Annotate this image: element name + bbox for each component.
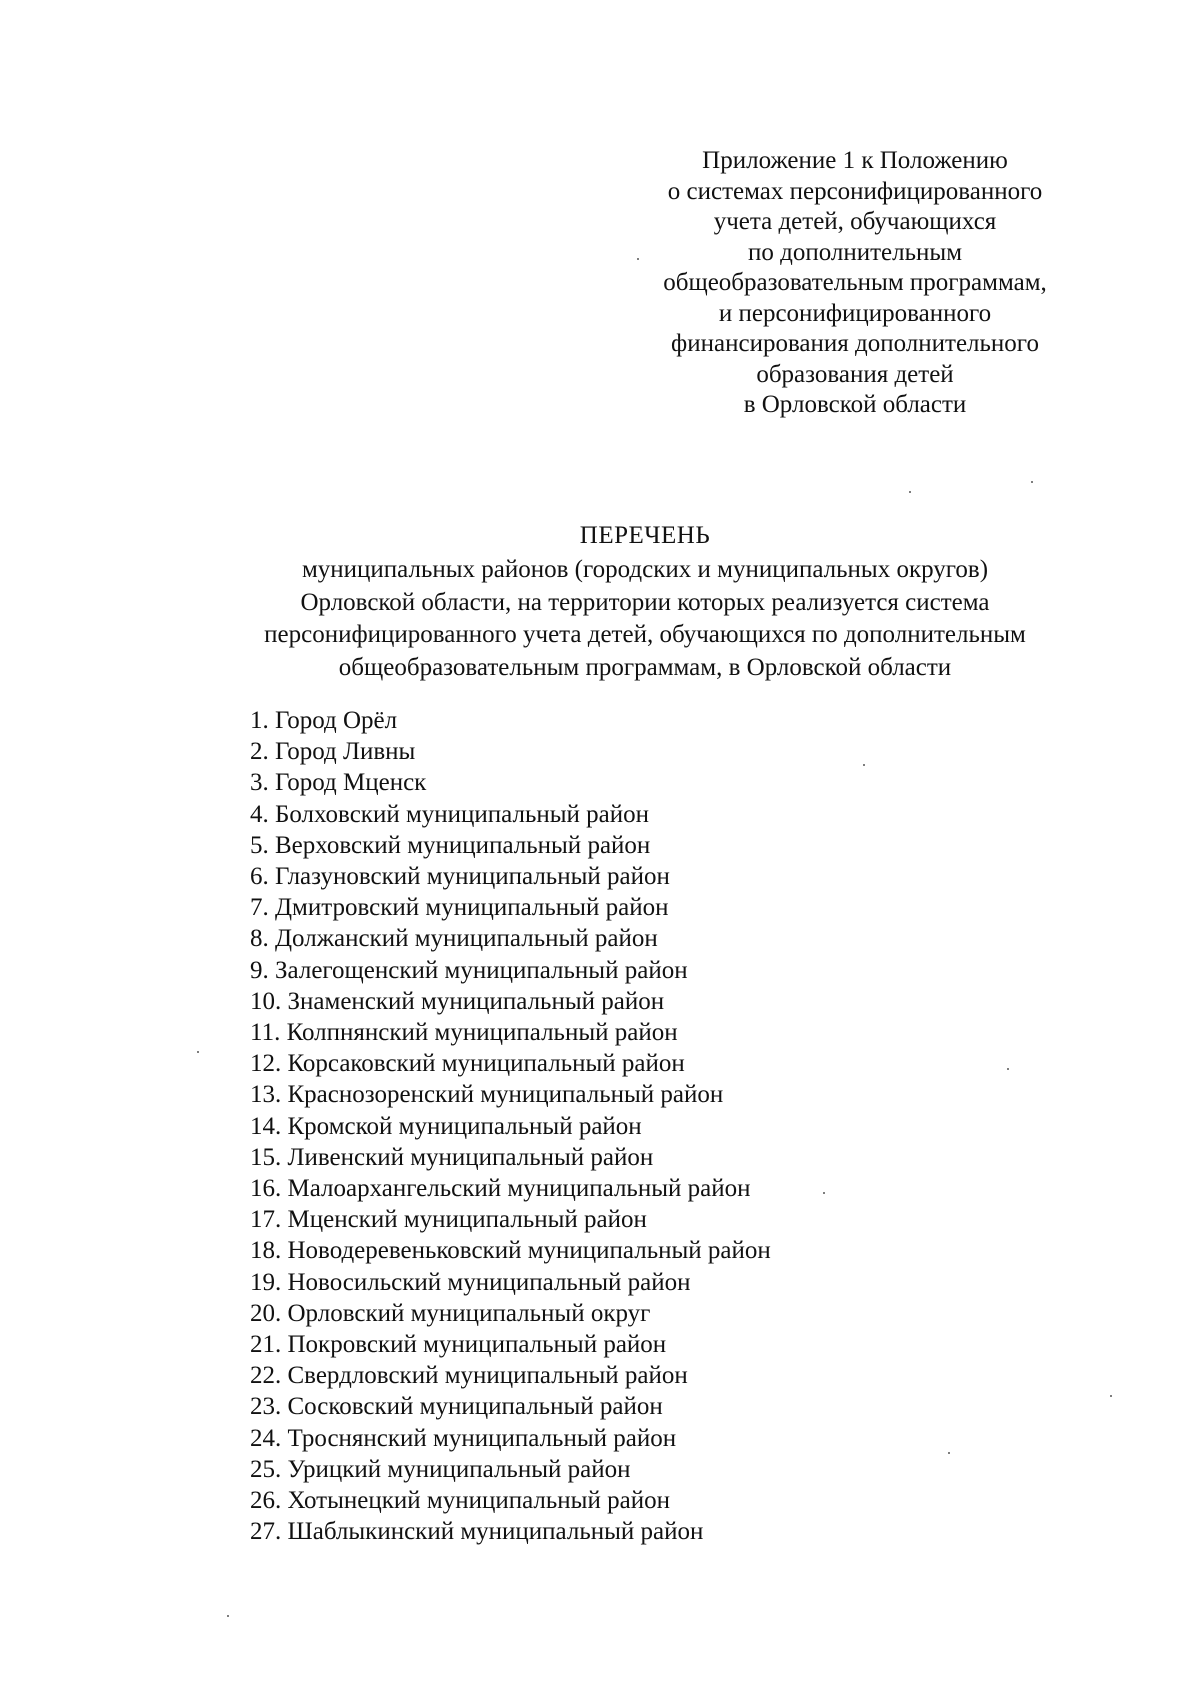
list-item: 24. Троснянский муниципальный район — [250, 1424, 677, 1452]
subtitle-line: персонифицированного учета детей, обучающихся по дополнительным — [264, 621, 1026, 648]
scan-speck — [1031, 481, 1033, 483]
list-item: 18. Новодеревеньковский муниципальный район — [250, 1237, 771, 1265]
list-item: 1. Город Орёл — [250, 707, 398, 734]
appendix-note — [640, 146, 1070, 421]
list-item: 14. Кромской муниципальный район — [250, 1112, 642, 1140]
list-item: 6. Глазуновский муниципальный район — [250, 863, 670, 891]
appendix-line: Приложение 1 к Положению — [702, 147, 1008, 174]
list-item: 13. Краснозоренский муниципальный район — [250, 1081, 724, 1109]
list-item: 21. Покровский муниципальный район — [250, 1331, 667, 1359]
list-item: 27. Шаблыкинский муниципальный район — [250, 1518, 704, 1546]
appendix-line: учета детей, обучающихся — [713, 208, 997, 235]
scan-speck — [863, 764, 865, 766]
list-item: 17. Мценский муниципальный район — [250, 1206, 647, 1234]
list-item: 16. Малоархангельский муниципальный район — [250, 1175, 751, 1203]
appendix-line: финансирования дополнительного — [671, 330, 1039, 357]
list-item: 25. Урицкий муниципальный район — [250, 1455, 631, 1483]
scan-speck — [637, 258, 639, 260]
list-item: 7. Дмитровский муниципальный район — [250, 894, 669, 922]
list-item: 8. Должанский муниципальный район — [250, 925, 658, 953]
list-item: 11. Колпнянский муниципальный район — [250, 1019, 678, 1047]
scan-speck — [909, 491, 911, 493]
list-item: 10. Знаменский муниципальный район — [250, 987, 665, 1015]
appendix-line: по дополнительным — [747, 238, 963, 266]
scan-speck — [1007, 1068, 1009, 1070]
scan-speck — [197, 1051, 199, 1053]
list-item: 26. Хотынецкий муниципальный район — [250, 1487, 670, 1515]
document-title: ПЕРЕЧЕНЬ — [579, 522, 711, 549]
list-item: 9. Залегощенский муниципальный район — [250, 956, 688, 984]
list-item: 22. Свердловский муниципальный район — [250, 1362, 688, 1390]
district-list — [250, 705, 771, 1547]
list-item: 15. Ливенский муниципальный район — [250, 1143, 654, 1171]
document-heading — [200, 520, 1090, 684]
appendix-line: о системах персонифицированного — [667, 177, 1043, 205]
list-item: 19. Новосильский муниципальный район — [250, 1268, 691, 1296]
list-item: 4. Болховский муниципальный район — [250, 800, 650, 828]
list-item: 3. Город Мценск — [250, 769, 427, 797]
list-item: 5. Верховский муниципальный район — [250, 831, 651, 859]
appendix-line: образования детей — [756, 360, 954, 388]
appendix-line: общеобразовательным программам, — [663, 269, 1047, 296]
scan-speck — [823, 1192, 825, 1194]
scan-speck — [227, 1615, 229, 1617]
list-item: 12. Корсаковский муниципальный район — [250, 1050, 685, 1078]
scan-speck — [948, 1452, 950, 1454]
document-subtitle — [200, 554, 1090, 684]
list-item: 2. Город Ливны — [250, 738, 416, 766]
scan-speck — [1110, 1395, 1112, 1397]
subtitle-line: Орловской области, на территории которых реализуется система — [300, 588, 990, 616]
appendix-line: в Орловской области — [743, 391, 967, 418]
subtitle-line: муниципальных районов (городских и муниципальных округов) — [301, 556, 989, 583]
subtitle-line: общеобразовательным программам, в Орловской области — [338, 653, 952, 681]
list-item: 20. Орловский муниципальный округ — [250, 1299, 651, 1327]
appendix-line: и персонифицированного — [718, 299, 992, 327]
list-item: 23. Сосковский муниципальный район — [250, 1393, 663, 1421]
